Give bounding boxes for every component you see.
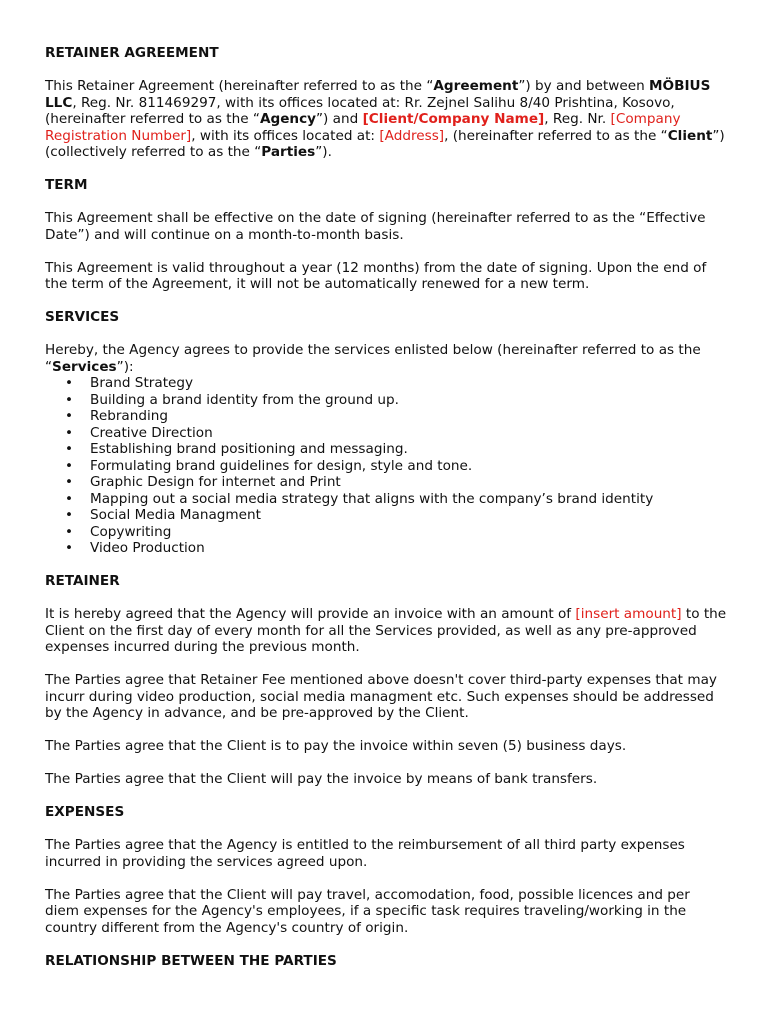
service-item-label: Social Media Managment <box>90 507 261 523</box>
intro-paragraph <box>45 78 728 161</box>
intro-text-5: , Reg. Nr. <box>544 111 611 127</box>
list-item <box>45 425 728 442</box>
intro-text-9: ”). <box>315 144 332 160</box>
intro-text-1: This Retainer Agreement (hereinafter referred to as the “ <box>45 78 434 94</box>
service-item-label: Brand Strategy <box>90 375 194 391</box>
bullet-icon: • <box>65 457 74 474</box>
bullet-icon: • <box>65 474 74 490</box>
service-item-label: Video Production <box>90 540 205 556</box>
bullet-icon: • <box>65 523 74 540</box>
services-heading: SERVICES <box>45 309 120 325</box>
bullet-icon: • <box>65 540 74 556</box>
expenses-heading: EXPENSES <box>45 804 125 820</box>
services-term: Services <box>52 358 117 375</box>
client-name-placeholder: [Client/Company Name] <box>362 111 545 127</box>
service-item-label: Establishing brand positioning and messaging. <box>90 441 408 457</box>
bullet-icon: • <box>65 441 74 457</box>
services-intro-text-1: Hereby, the Agency agrees to provide the services enlisted below (hereinafter referred to as the “ <box>45 342 701 375</box>
bullet-icon: • <box>65 424 74 441</box>
intro-text-6: , with its offices located at: <box>191 127 380 144</box>
address-placeholder: [Address] <box>379 127 445 144</box>
bullet-icon: • <box>65 408 74 424</box>
service-item-label: Copywriting <box>90 523 172 540</box>
service-item-label: Creative Direction <box>90 424 213 441</box>
list-item <box>45 474 728 491</box>
term-heading: TERM <box>45 177 88 193</box>
intro-agency-term: Agency <box>259 111 317 127</box>
services-intro-text-2: ”): <box>116 358 134 375</box>
retainer-paragraph-4: The Parties agree that the Client will pay the invoice by means of bank transfers. <box>45 771 598 787</box>
registration-number-placeholder: [Company Registration Number] <box>45 111 681 144</box>
bullet-icon: • <box>65 507 74 523</box>
intro-text-2: ”) by and between <box>518 78 650 94</box>
intro-text-8: ”) (collectively referred to as the “ <box>45 127 725 160</box>
relationship-heading: RELATIONSHIP BETWEEN THE PARTIES <box>45 952 337 969</box>
list-item <box>45 524 728 541</box>
document-title: RETAINER AGREEMENT <box>45 45 219 61</box>
bullet-icon: • <box>65 375 74 391</box>
list-item <box>45 441 728 458</box>
expenses-paragraph-1: The Parties agree that the Agency is entitled to the reimbursement of all third party expenses incurred in providing the services agreed upon. <box>45 837 685 870</box>
intro-agreement-term: Agreement <box>433 78 519 94</box>
intro-text-7: , (hereinafter referred to as the “ <box>444 127 668 144</box>
expenses-paragraph-2: The Parties agree that the Client will pay travel, accomodation, food, possible licences and per diem expenses for the Agency's employees, if a specific task requires traveling/working in the country different from the Agency's country of origin. <box>45 886 690 936</box>
services-intro <box>45 342 728 375</box>
list-item <box>45 375 728 392</box>
intro-company-name: MÖBIUS LLC <box>45 78 711 111</box>
amount-placeholder: [insert amount] <box>575 606 682 622</box>
retainer-heading: RETAINER <box>45 573 120 589</box>
intro-text-3: , Reg. Nr. 811469297, with its offices located at: Rr. Zejnel Salihu 8/40 Prishtina, Kosovo, (hereinafter referred to as the “ <box>45 94 675 127</box>
services-list <box>45 375 728 557</box>
service-item-label: Rebranding <box>90 408 169 424</box>
bullet-icon: • <box>65 391 74 408</box>
list-item <box>45 491 728 508</box>
service-item-label: Mapping out a social media strategy that aligns with the company’s brand identity <box>90 490 654 507</box>
retainer-paragraph-2: The Parties agree that Retainer Fee mentioned above doesn't cover third-party expenses that may incurr during video production, social media managment etc. Such expenses should be addressed by the Agency in advance, and be pre-approved by the Client. <box>45 672 717 721</box>
retainer-paragraph-3: The Parties agree that the Client is to pay the invoice within seven (5) business days. <box>45 738 627 754</box>
term-paragraph-1: This Agreement shall be effective on the date of signing (hereinafter referred to as the “Effective Date”) and will continue on a month-to-month basis. <box>45 210 706 243</box>
service-item-label: Building a brand identity from the ground up. <box>90 391 399 408</box>
term-paragraph-2: This Agreement is valid throughout a year (12 months) from the date of signing. Upon the end of the term of the Agreement, it will not be automatically renewed for a new term. <box>45 259 707 292</box>
list-item <box>45 540 728 557</box>
retainer-paragraph-1 <box>45 606 728 656</box>
list-item <box>45 408 728 425</box>
intro-parties-term: Parties <box>261 144 316 160</box>
retainer-text-2: to the Client on the first day of every month for all the Services provided, as well as any pre-approved expenses incurred during the previous month. <box>45 606 727 655</box>
list-item <box>45 507 728 524</box>
service-item-label: Formulating brand guidelines for design, style and tone. <box>90 457 473 474</box>
list-item <box>45 458 728 475</box>
service-item-label: Graphic Design for internet and Print <box>90 474 341 490</box>
intro-client-term: Client <box>667 127 713 144</box>
retainer-text-1: It is hereby agreed that the Agency will provide an invoice with an amount of <box>45 606 576 622</box>
bullet-icon: • <box>65 490 74 507</box>
list-item <box>45 392 728 409</box>
intro-text-4: ”) and <box>316 111 363 127</box>
